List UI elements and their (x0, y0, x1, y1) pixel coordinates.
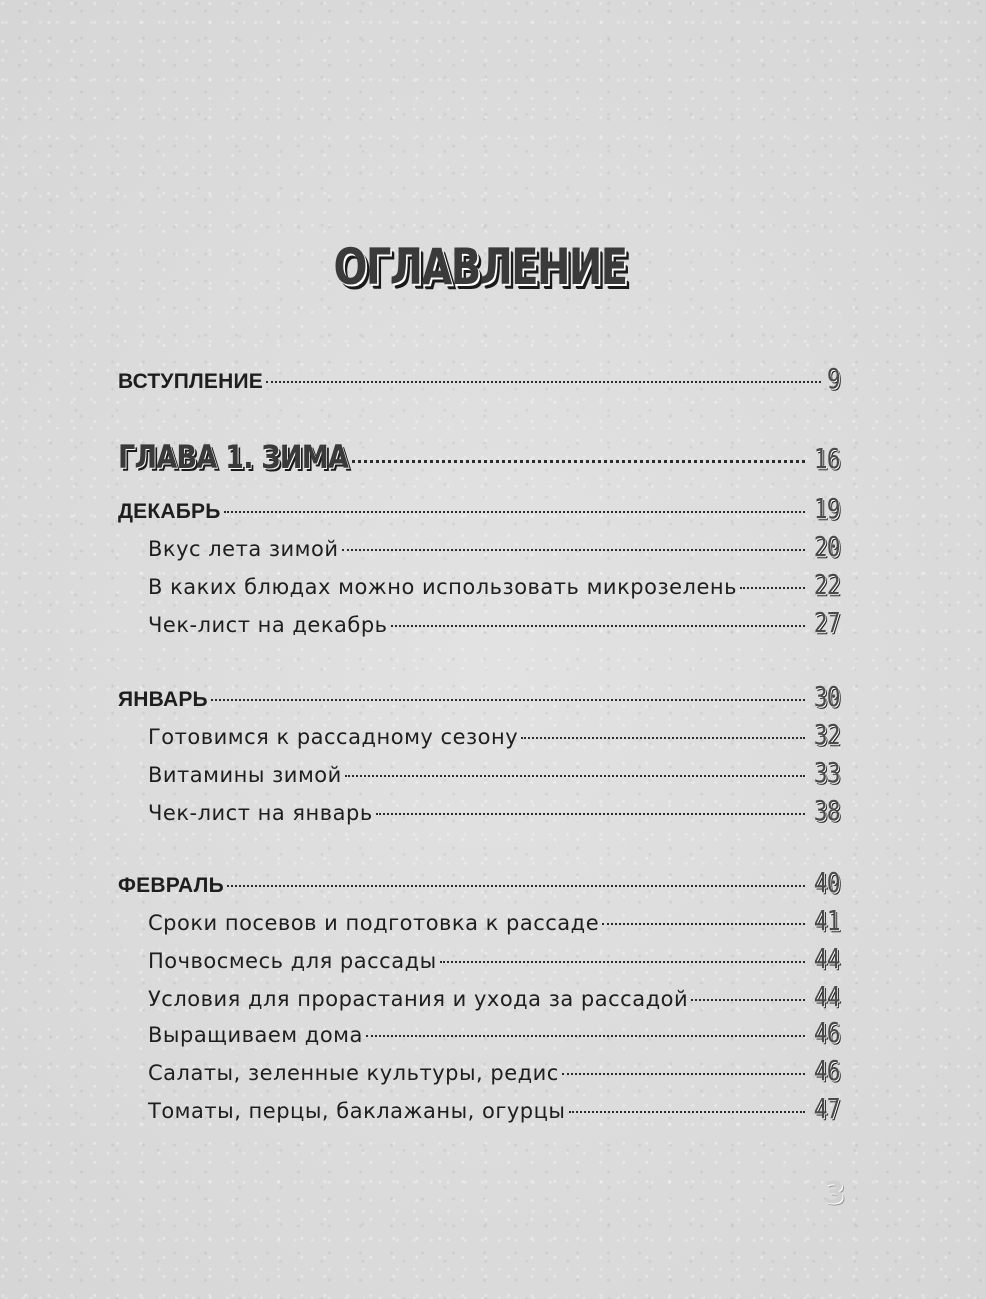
dot-leader (266, 381, 821, 383)
toc-entry-label: ДЕКАБРЬ (118, 500, 221, 523)
toc-entry-subsection[interactable] (148, 1054, 840, 1087)
toc-entry-label: Почвосмесь для рассады (148, 949, 437, 973)
toc-page-number: 40 (813, 866, 840, 899)
toc-entry-january[interactable] (118, 680, 840, 713)
toc-entry-label: ЯНВАРЬ (118, 688, 208, 711)
toc-page-number: 19 (813, 492, 840, 525)
toc-page-number: 44 (813, 980, 840, 1013)
toc-page-number: 9 (826, 362, 840, 395)
toc-entry-label: Выращиваем дома (148, 1023, 363, 1047)
toc-entry-subsection[interactable] (148, 904, 840, 937)
toc-page-number: 22 (813, 568, 840, 601)
dot-leader (740, 587, 805, 589)
dot-leader (366, 1035, 805, 1037)
page-title: ОГЛАВЛЕНИЕ (333, 238, 627, 296)
toc-entry-subsection[interactable] (148, 980, 840, 1013)
toc-page-number: 47 (813, 1092, 840, 1125)
toc-chapter-label: ГЛАВА 1. ЗИМА (118, 438, 349, 476)
toc-entry-label: Витамины зимой (148, 763, 342, 787)
toc-page-number: 46 (813, 1016, 840, 1049)
toc-page-number: 38 (813, 794, 840, 827)
toc-page-number: 16 (813, 442, 840, 475)
dot-leader (440, 961, 806, 963)
toc-page-number: 30 (813, 680, 840, 713)
toc-entry-label: ВСТУПЛЕНИЕ (118, 370, 264, 393)
toc-page-number: 44 (813, 942, 840, 975)
toc-entry-subsection[interactable] (148, 718, 840, 751)
toc-entry-subsection[interactable] (148, 606, 840, 639)
toc-entry-label: Салаты, зеленные культуры, редис (148, 1061, 559, 1085)
dot-leader (602, 923, 805, 925)
folio-page-number: 3 (824, 1176, 845, 1211)
toc-entry-label: Чек-лист на декабрь (148, 613, 388, 637)
toc-entry-label: Чек-лист на январь (148, 801, 373, 825)
toc-entry-label: Готовимся к рассадному сезону (148, 725, 519, 749)
dot-leader (376, 813, 806, 815)
toc-entry-subsection[interactable] (148, 530, 840, 563)
dot-leader (342, 549, 806, 551)
toc-page-number: 41 (813, 904, 840, 937)
toc-entry-subsection[interactable] (148, 1016, 840, 1049)
dot-leader (521, 737, 805, 739)
toc-entry-february[interactable] (118, 866, 840, 899)
toc-entry-label: Условия для прорастания и ухода за рассадой (148, 987, 689, 1011)
dot-leader (352, 460, 806, 463)
dot-leader (391, 625, 806, 627)
toc-page-number: 46 (813, 1054, 840, 1087)
toc-entry-subsection[interactable] (148, 794, 840, 827)
toc-entry-chapter-1[interactable] (118, 438, 840, 476)
toc-page-number: 27 (813, 606, 840, 639)
toc-entry-december[interactable] (118, 492, 840, 525)
toc-entry-subsection[interactable] (148, 942, 840, 975)
dot-leader (562, 1073, 805, 1075)
toc-entry-subsection[interactable] (148, 756, 840, 789)
toc-entry-label: Томаты, перцы, баклажаны, огурцы (148, 1099, 566, 1123)
dot-leader (569, 1111, 806, 1113)
dot-leader (224, 511, 806, 513)
toc-entry-label: Сроки посевов и подготовка к рассаде (148, 911, 600, 935)
toc-page-number: 33 (813, 756, 840, 789)
toc-entry-label: В каких блюдах можно использовать микрозелень (148, 575, 737, 599)
dot-leader (227, 885, 805, 887)
toc-entry-subsection[interactable] (148, 568, 840, 601)
toc-entry-subsection[interactable] (148, 1092, 840, 1125)
toc-entry-label: Вкус лета зимой (148, 537, 339, 561)
toc-page-number: 20 (813, 530, 840, 563)
toc-page-number: 32 (813, 718, 840, 751)
dot-leader (345, 775, 805, 777)
toc-entry-label: ФЕВРАЛЬ (118, 874, 224, 897)
dot-leader (211, 699, 805, 701)
toc-entry-intro[interactable] (118, 362, 840, 395)
dot-leader (691, 999, 805, 1001)
